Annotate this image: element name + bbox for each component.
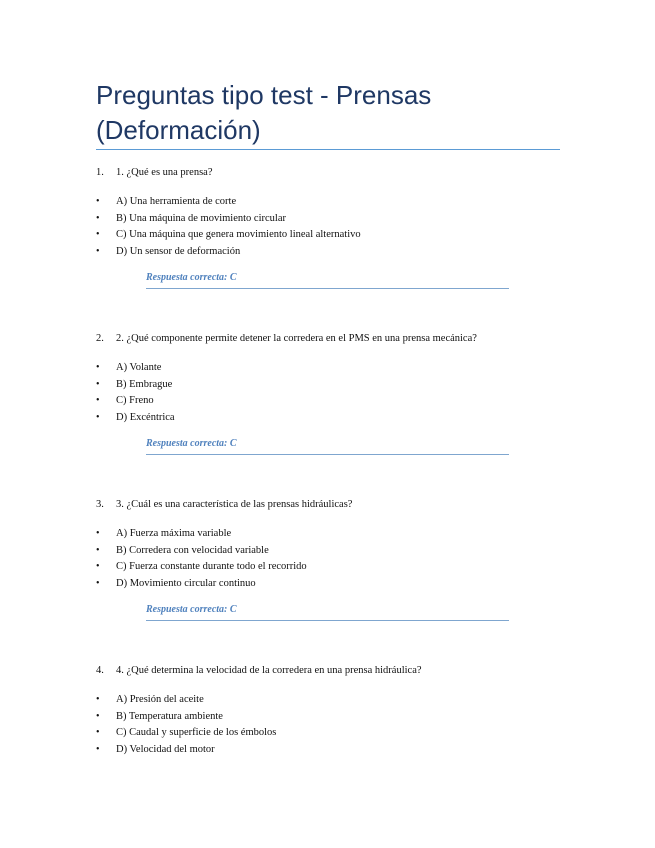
option-text: C) Fuerza constante durante todo el recorrido <box>116 561 307 573</box>
option-item <box>96 360 566 377</box>
bullet-icon: • <box>96 727 100 739</box>
option-text: C) Una máquina que genera movimiento lineal alternativo <box>116 229 361 241</box>
option-item <box>96 543 566 560</box>
option-text: C) Freno <box>116 395 154 407</box>
correct-answer: Respuesta correcta: C <box>146 436 509 455</box>
option-item <box>96 194 566 211</box>
option-text: D) Velocidad del motor <box>116 743 215 755</box>
bullet-icon: • <box>96 362 100 373</box>
question-text: 1. ¿Qué es una prensa? <box>116 167 213 178</box>
question-number: 1. <box>96 167 104 178</box>
bullet-icon: • <box>96 411 100 423</box>
bullet-icon: • <box>96 577 100 589</box>
options-list <box>96 360 566 426</box>
question-number: 2. <box>96 333 104 344</box>
option-item <box>96 227 566 244</box>
option-text: B) Embrague <box>116 378 173 390</box>
option-text: A) Volante <box>116 362 162 373</box>
bullet-icon: • <box>96 528 100 539</box>
option-item <box>96 742 566 759</box>
correct-answer: Respuesta correcta: C <box>146 602 509 621</box>
option-text: A) Presión del aceite <box>116 694 204 705</box>
option-item <box>96 244 566 261</box>
options-list <box>96 194 566 260</box>
correct-answer: Respuesta correcta: C <box>146 270 509 289</box>
bullet-icon: • <box>96 378 100 390</box>
option-item <box>96 559 566 576</box>
question-text: 2. ¿Qué componente permite detener la corredera en el PMS en una prensa mecánica? <box>116 333 477 344</box>
bullet-icon: • <box>96 395 100 407</box>
question-number: 3. <box>96 499 104 510</box>
option-item <box>96 526 566 543</box>
options-list <box>96 692 566 758</box>
option-text: D) Movimiento circular continuo <box>116 577 256 589</box>
option-item <box>96 410 566 427</box>
bullet-icon: • <box>96 212 100 224</box>
option-item <box>96 725 566 742</box>
bullet-icon: • <box>96 196 100 207</box>
bullet-icon: • <box>96 245 100 257</box>
document-title: Preguntas tipo test - Prensas (Deformación) <box>96 80 432 145</box>
option-item <box>96 692 566 709</box>
option-text: A) Fuerza máxima variable <box>116 528 232 539</box>
option-item <box>96 377 566 394</box>
bullet-icon: • <box>96 743 100 755</box>
option-text: C) Caudal y superficie de los émbolos <box>116 727 277 739</box>
bullet-icon: • <box>96 544 100 556</box>
option-item <box>96 576 566 593</box>
question-4 <box>96 664 566 758</box>
bullet-icon: • <box>96 561 100 573</box>
bullet-icon: • <box>96 710 100 722</box>
bullet-icon: • <box>96 694 100 705</box>
option-text: B) Temperatura ambiente <box>116 710 223 722</box>
option-text: B) Corredera con velocidad variable <box>116 544 269 556</box>
option-text: D) Excéntrica <box>116 411 175 423</box>
question-2 <box>96 332 566 455</box>
option-text: D) Un sensor de deformación <box>116 245 241 257</box>
option-text: B) Una máquina de movimiento circular <box>116 212 286 224</box>
option-text: A) Una herramienta de corte <box>116 196 237 207</box>
question-text: 3. ¿Cuál es una característica de las prensas hidráulicas? <box>116 499 353 510</box>
title-divider <box>96 149 560 150</box>
options-list <box>96 526 566 592</box>
option-item <box>96 211 566 228</box>
bullet-icon: • <box>96 229 100 241</box>
option-item <box>96 709 566 726</box>
question-3 <box>96 498 566 621</box>
option-item <box>96 393 566 410</box>
question-text: 4. ¿Qué determina la velocidad de la corredera en una prensa hidráulica? <box>116 665 422 676</box>
question-number: 4. <box>96 665 104 676</box>
question-1 <box>96 166 566 289</box>
